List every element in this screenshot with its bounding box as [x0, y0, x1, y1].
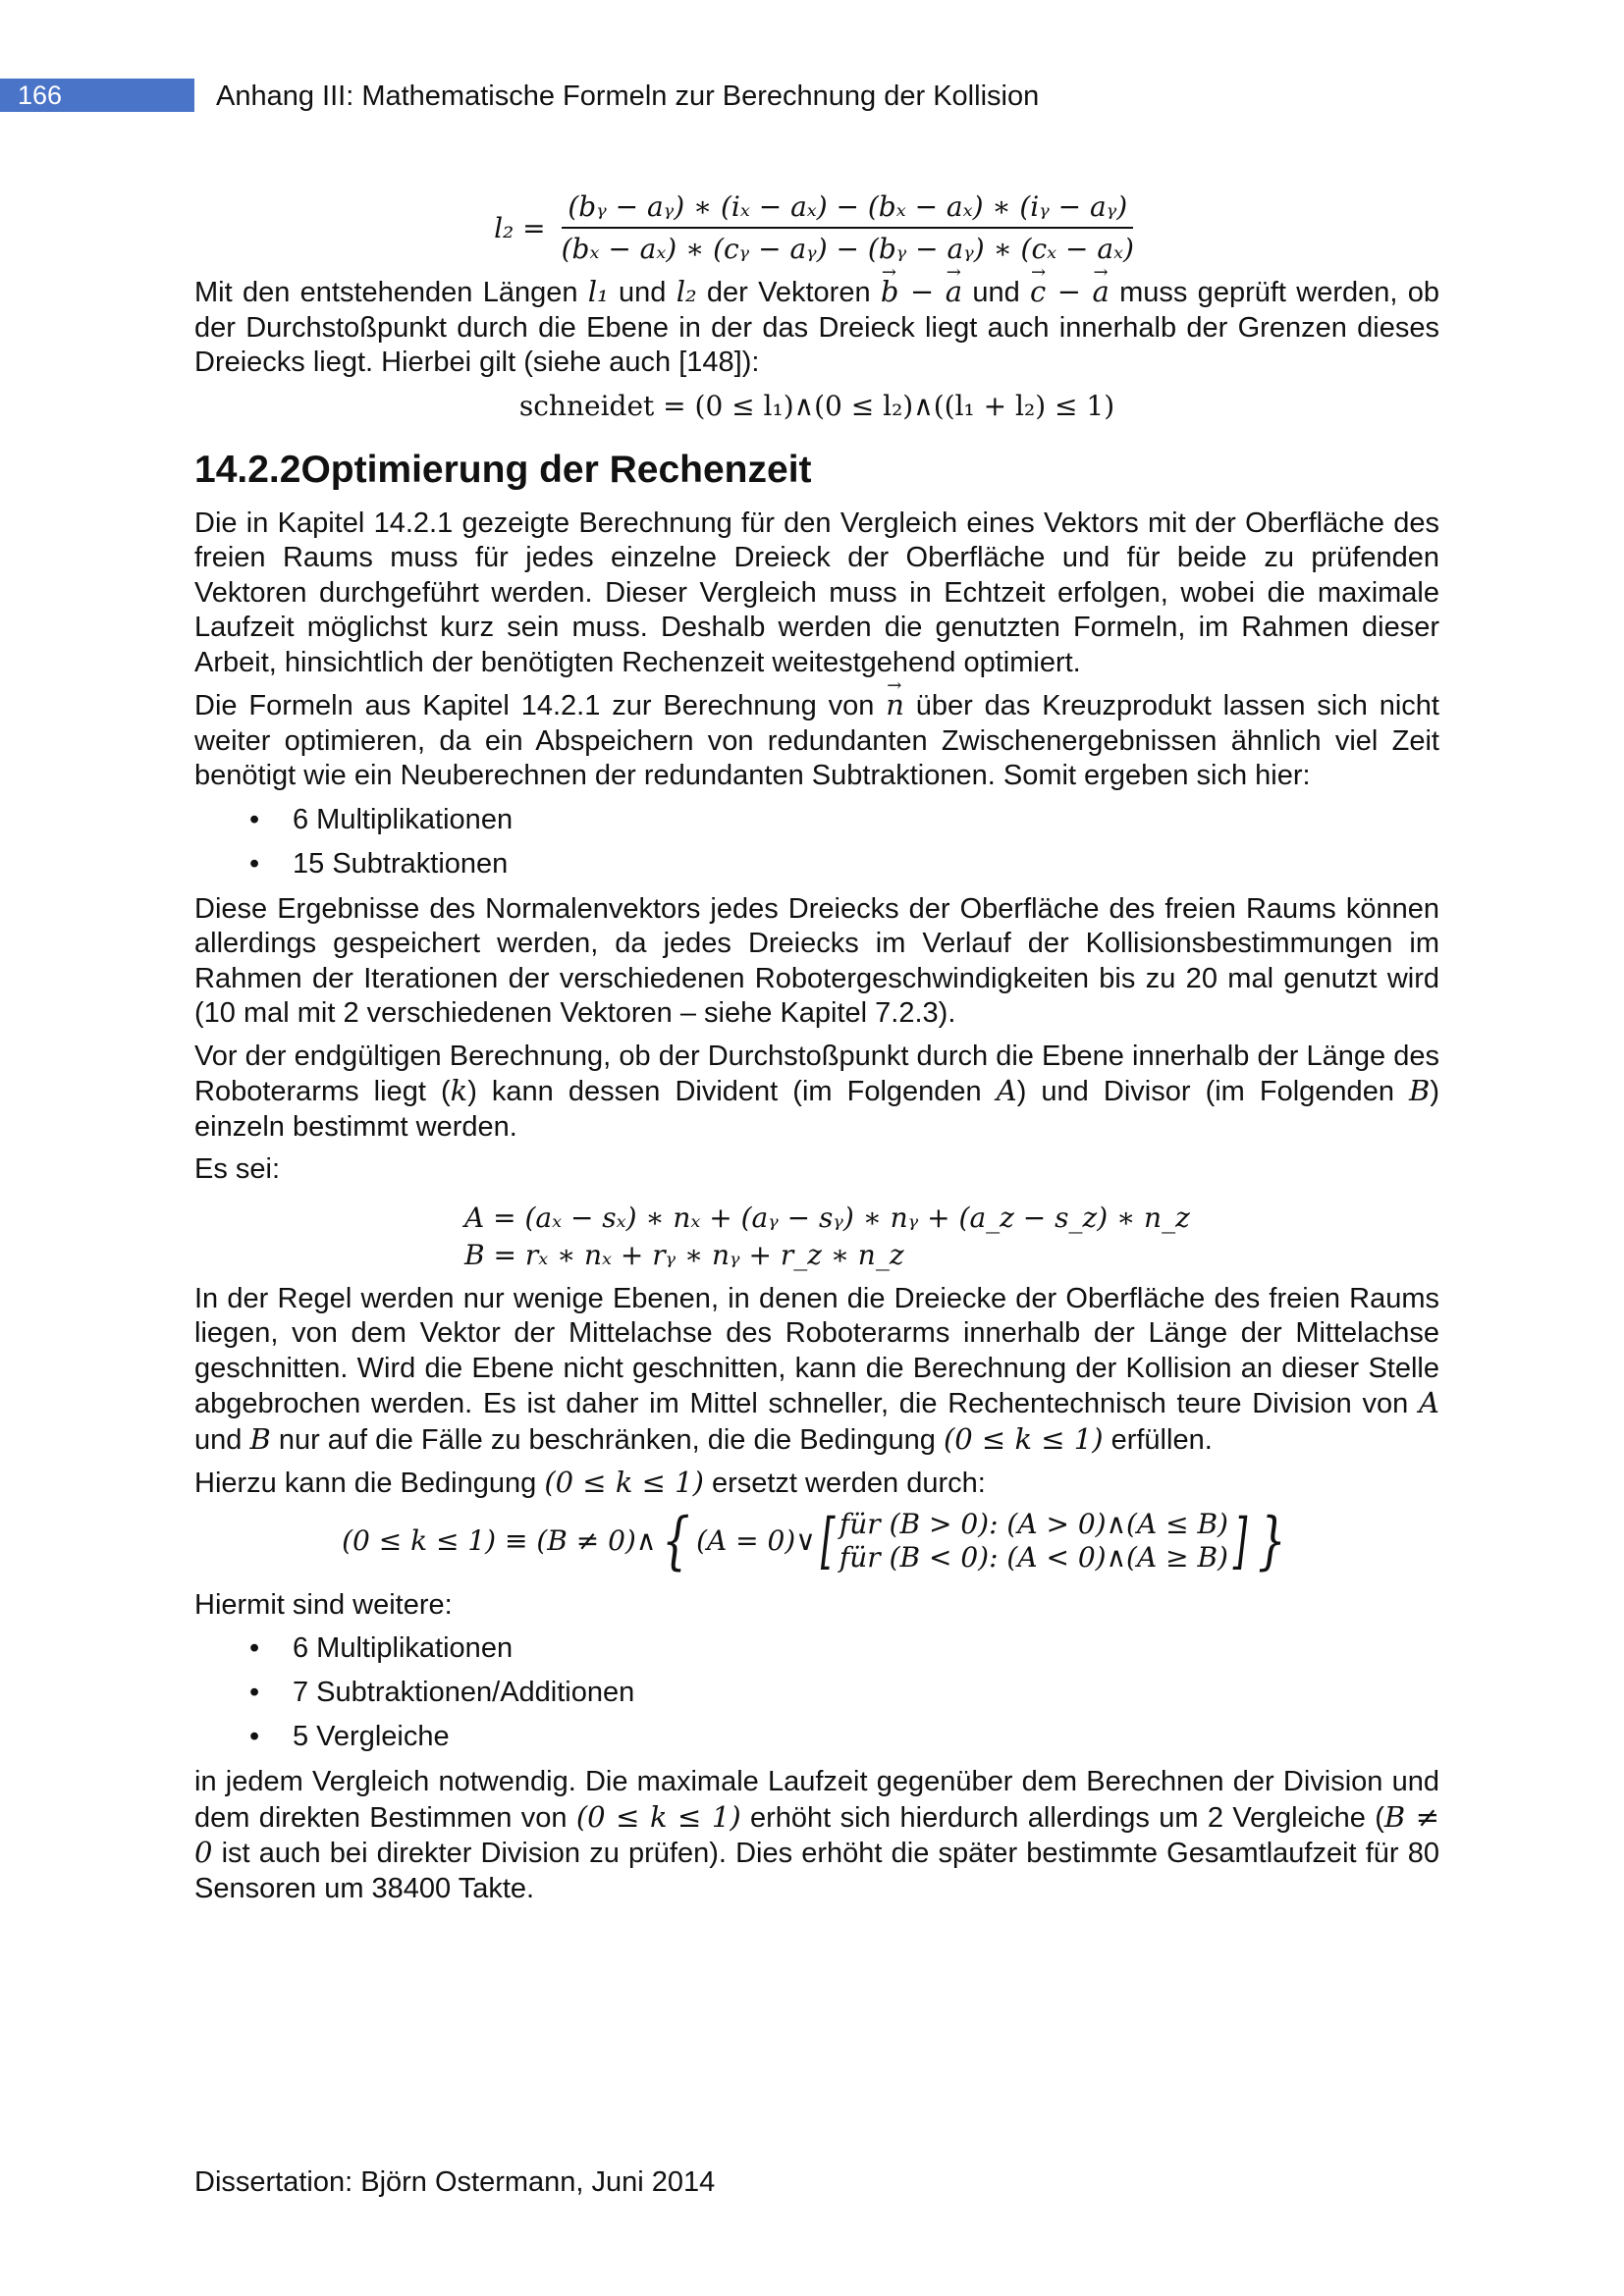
list-operations-1 — [194, 798, 1439, 886]
formula-condition — [194, 1504, 1439, 1577]
list-item: • 6 Multiplikationen — [249, 803, 514, 835]
list-item: • 5 Vergleiche — [249, 1721, 450, 1752]
case-positive: für (B > 0): (A > 0)∧(A ≤ B) — [839, 1507, 1228, 1540]
formula-l2-lhs: l₂ = — [494, 211, 546, 244]
footer: Dissertation: Björn Ostermann, Juni 2014 — [194, 2166, 716, 2198]
right-bracket: ] — [1232, 1504, 1248, 1576]
paragraph-cross-product: Die Formeln aus Kapitel 14.2.1 zur Berechnung von → n über das Kreuzprodukt lassen sich nicht weiter optimieren, da ein Abspeichern von redundanten Zwischenergebnissen ähnlich viel Zeit benötigt wie ein Neuberechnen der redundanten Subtraktionen. Somit ergeben sich hier: — [194, 688, 1439, 794]
formula-a-b — [464, 1200, 1439, 1274]
paragraph-es-sei: Es sei: — [194, 1153, 281, 1185]
formula-l2-numerator: (bᵧ − aᵧ) ∗ (iₓ − aₓ) − (bₓ − aₓ) ∗ (iᵧ − aᵧ) — [562, 190, 1133, 229]
formula-condition-cases — [839, 1508, 1228, 1575]
formula-b: B = rₓ ∗ nₓ + rᵧ ∗ nᵧ + r_z ∗ n_z — [464, 1238, 904, 1271]
formula-schneidet: schneidet = (0 ≤ l₁)∧(0 ≤ l₂)∧((l₁ + l₂) ≤ 1) — [518, 389, 1115, 422]
paragraph-runtime: in jedem Vergleich notwendig. Die maximale Laufzeit gegenüber dem Berechnen der Division und dem direkten Bestimmen von (0 ≤ k ≤ 1) erhöht sich hierdurch allerdings um 2 Vergleiche (B ≠ 0 ist auch bei direkter Division zu prüfen). Dies erhöht die später bestimmte Gesamtlaufzeit für 80 Sensoren um 38400 Takte. — [194, 1766, 1439, 1904]
paragraph-planes: In der Regel werden nur wenige Ebenen, in denen die Dreiecke der Oberfläche des freien Raums liegen, von dem Vektor der Mittelachse des Roboterarms innerhalb der Länge der Mittelachse geschnitten. Wird die Ebene nicht geschnitten, kann die Berechnung der Kollision an dieser Stelle abgebrochen werden. Es ist daher im Mittel schneller, die Rechentechnisch teure Division von A und B nur auf die Fälle zu beschränken, die die Bedingung (0 ≤ k ≤ 1) erfüllen. — [194, 1282, 1439, 1456]
formula-l2 — [194, 190, 1439, 265]
paragraph-condition: Hierzu kann die Bedingung (0 ≤ k ≤ 1) ersetzt werden durch: — [194, 1466, 986, 1499]
vector-b: → b — [881, 275, 899, 310]
page-content — [194, 177, 1439, 1906]
case-negative: für (B < 0): (A < 0)∧(A ≥ B) — [839, 1540, 1228, 1574]
section-title: Optimierung der Rechenzeit — [300, 448, 812, 491]
list-item: • 15 Subtraktionen — [249, 847, 509, 880]
section-number: 14.2.2 — [194, 448, 301, 491]
paragraph-hiermit: Hiermit sind weitere: — [194, 1588, 453, 1621]
list-item: • 7 Subtraktionen/Additionen — [249, 1677, 635, 1708]
vector-c: → c — [1030, 275, 1046, 310]
running-title: Anhang III: Mathematische Formeln zur Berechnung der Kollision — [216, 80, 1040, 112]
paragraph-normal-vector: Diese Ergebnisse des Normalenvektors jedes Dreiecks der Oberfläche des freien Raums können allerdings gespeichert werden, da jedes Dreiecks im Verlauf der Kollisionsbestimmungen im Rahmen der Iterationen der verschiedenen Robotergeschwindigkeiten bis zu 20 mal genutzt wird (10 mal mit 2 verschiedenen Vektoren – siehe Kapitel 7.2.3). — [194, 892, 1439, 1029]
right-brace: } — [1258, 1504, 1286, 1577]
page-number-badge: 166 — [0, 79, 194, 112]
vector-a-2: → a — [1093, 275, 1110, 310]
paragraph-divident: Vor der endgültigen Berechnung, ob der Durchstoßpunkt durch die Ebene innerhalb der Länge des Roboterarms liegt (k) kann dessen Divident (im Folgenden A) und Divisor (im Folgenden B) einzeln bestimmt werden. — [194, 1040, 1439, 1143]
paragraph-calculation: Die in Kapitel 14.2.1 gezeigte Berechnung für den Vergleich eines Vektors mit der Oberfläche des freien Raums muss für jedes einzelne Dreieck der Oberfläche und für beide zu prüfenden Vektoren durchgeführt werden. Dieser Vergleich muss in Echtzeit erfolgen, wobei die maximale Laufzeit möglichst kurz sein muss. Deshalb werden die genutzten Formeln, im Rahmen dieser Arbeit, hinsichtlich der benötigten Rechenzeit weitestgehend optimiert. — [194, 507, 1439, 678]
formula-a: A = (aₓ − sₓ) ∗ nₓ + (aᵧ − sᵧ) ∗ nᵧ + (a_z − s_z) ∗ n_z — [464, 1201, 1190, 1234]
vector-n: → n — [886, 688, 904, 723]
list-item: • 6 Multiplikationen — [249, 1632, 514, 1664]
vector-a: → a — [946, 275, 962, 310]
formula-condition-left: (0 ≤ k ≤ 1) ≡ (B ≠ 0)∧ — [342, 1524, 657, 1557]
formula-l2-fraction — [556, 190, 1140, 265]
left-bracket: [ — [820, 1504, 836, 1576]
list-operations-2 — [194, 1627, 1439, 1759]
paragraph-lengths: Mit den entstehenden Längen l₁ und l₂ der Vektoren → b − → a und → c − → a muss geprüft werden, ob der Durchstoßpunkt durch die Ebene in der das Dreieck liegt auch innerhalb der Grenzen dieses Dreiecks liegt. Hierbei gilt (siehe auch [148]): — [194, 275, 1439, 381]
formula-condition-mid: (A = 0)∨ — [696, 1524, 816, 1557]
left-brace: { — [662, 1504, 690, 1577]
formula-l2-denominator: (bₓ − aₓ) ∗ (cᵧ − aᵧ) − (bᵧ − aᵧ) ∗ (cₓ − aₓ) — [561, 233, 1134, 265]
section-heading — [194, 448, 1439, 493]
